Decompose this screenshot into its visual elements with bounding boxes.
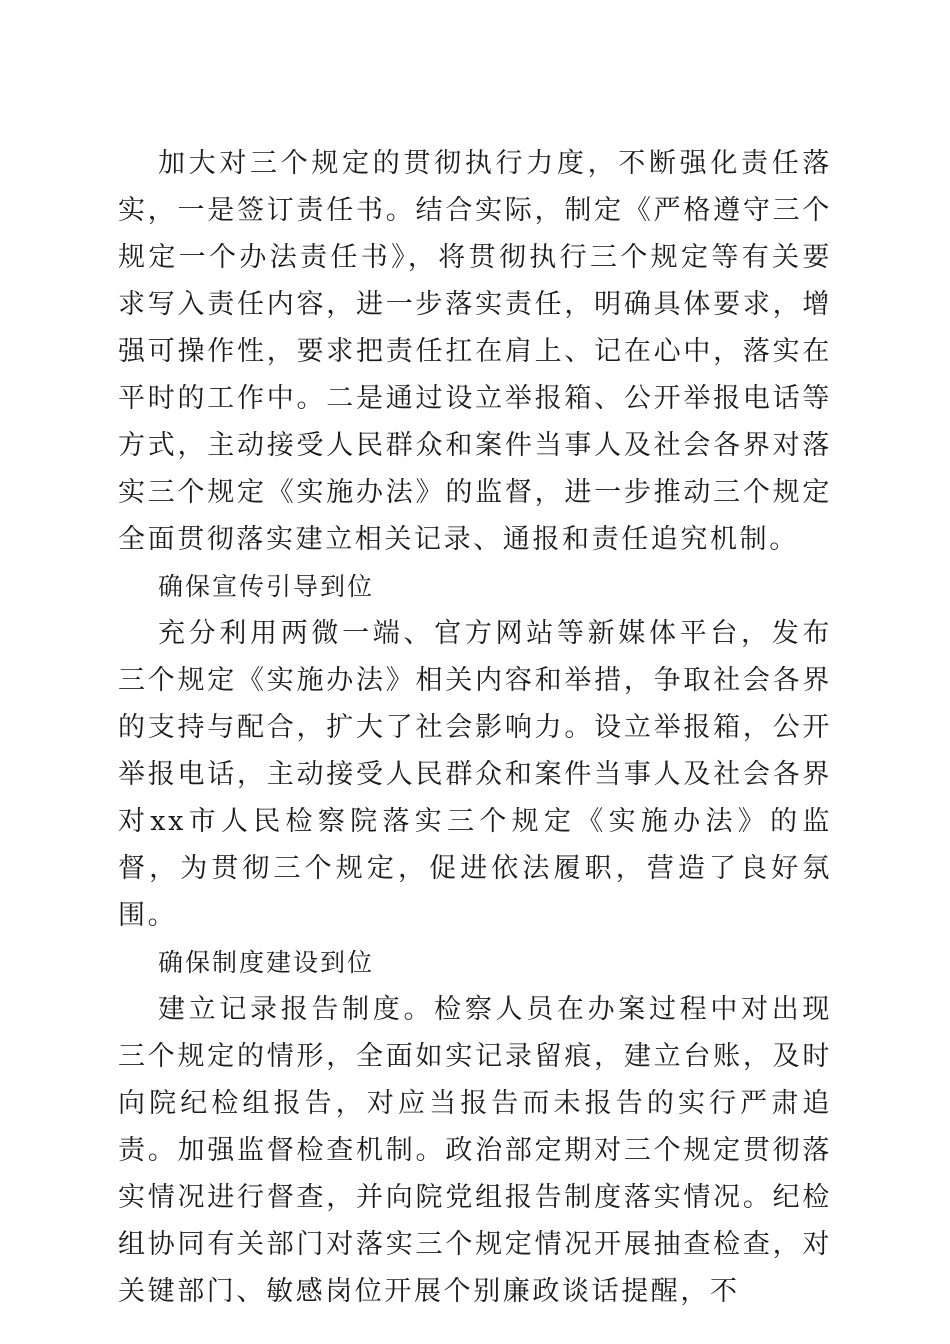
section-heading-system: 确保制度建设到位 — [158, 948, 375, 977]
paragraph-responsibility: 加大对三个规定的贯彻执行力度，不断强化责任落实，一是签订责任书。结合实际，制定《严格遵守三个规定一个办法责任书》，将贯彻执行三个规定等有关要求写入责任内容，进一步落实责任，明确具体要求，增强可操作性，要求把责任扛在肩上、记在心中，落实在平时的工作中。二是通过设立举报箱、公开举报电话等方式，主动接受人民群众和案件当事人及社会各界对落实三个规定《实施办法》的监督，进一步推动三个规定全面贯彻落实建立相关记录、通报和责任追究机制。 — [118, 148, 832, 555]
section-heading-publicity: 确保宣传引导到位 — [158, 572, 375, 601]
paragraph-system: 建立记录报告制度。检察人员在办案过程中对出现三个规定的情形，全面如实记录留痕，建立台账，及时向院纪检组报告，对应当报告而未报告的实行严肃追责。加强监督检查机制。政治部定期对三个规定贯彻落实情况进行督查，并向院党组报告制度落实情况。纪检组协同有关部门对落实三个规定情况开展抽查检查，对关键部门、敏感岗位开展个别廉政谈话提醒，不 — [118, 994, 832, 1307]
paragraph-publicity: 充分利用两微一端、官方网站等新媒体平台，发布三个规定《实施办法》相关内容和举措，争取社会各界的支持与配合，扩大了社会影响力。设立举报箱，公开举报电话，主动接受人民群众和案件当事人及社会各界对xx市人民检察院落实三个规定《实施办法》的监督，为贯彻三个规定，促进依法履职，营造了良好氛围。 — [118, 618, 832, 931]
document-body — [118, 140, 832, 1315]
